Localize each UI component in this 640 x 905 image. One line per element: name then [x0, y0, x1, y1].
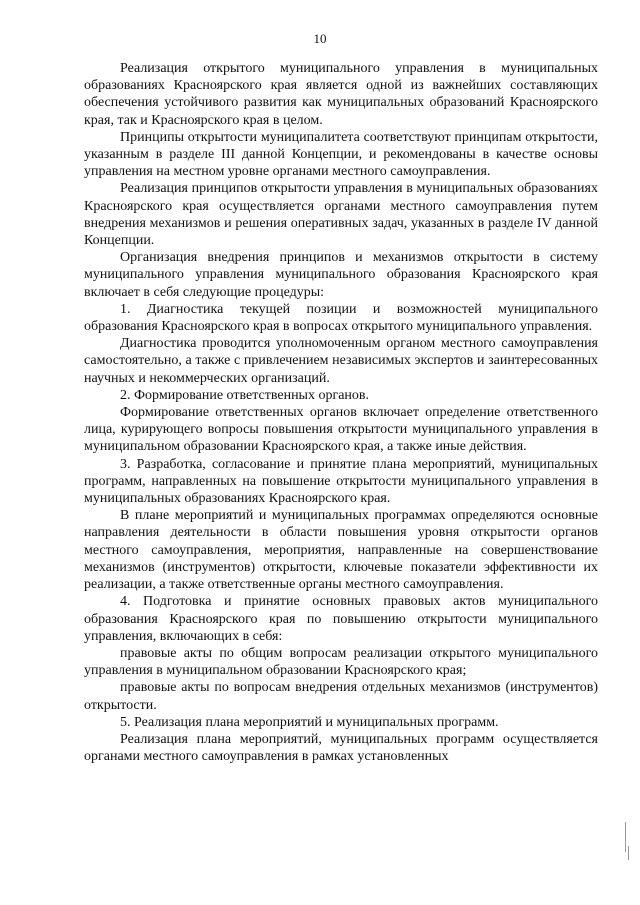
paragraph: правовые акты по общим вопросам реализации открытого муниципального управления в муниципальном образовании Красноярского края;: [84, 645, 598, 679]
list-item-legal-acts: 4. Подготовка и принятие основных правовых актов муниципального образования Красноярского края по повышению открытости муниципального управления, включающих в себя:: [84, 594, 598, 644]
scan-edge-mark: [625, 822, 626, 852]
paragraph: Реализация плана мероприятий, муниципальных программ осуществляется органами местного самоуправления в рамках установленных: [84, 731, 598, 765]
list-item-action-plan: 3. Разработка, согласование и принятие плана мероприятий, муниципальных программ, направленных на повышение открытости муниципального управления в муниципальных образованиях Красноярского края.: [84, 456, 598, 507]
page-number: 10: [313, 31, 327, 46]
paragraph: Реализация открытого муниципального управления в муниципальных образованиях Красноярского края является одной из важнейших составляющих обеспечения устойчивого развития как муниципальных образований Красноярского края, так и Красноярского края в целом.: [84, 61, 598, 128]
list-item-implementation: 5. Реализация плана мероприятий и муниципальных программ.: [120, 714, 499, 730]
paragraph: В плане мероприятий и муниципальных программах определяются основные направления деятельности в области повышения уровня открытости органов местного самоуправления, мероприятия, направленные на совершенствование механизмов (инструментов) открытости, ключевые показатели эффективности их реализации, а также ответственные органы местного самоуправления.: [84, 508, 598, 593]
list-item-diagnostics: 1. Диагностика текущей позиции и возможностей муниципального образования Красноярского края в вопросах открытого муниципального управления.: [84, 301, 598, 335]
paragraph: правовые акты по вопросам внедрения отдельных механизмов (инструментов) открытости.: [84, 680, 598, 713]
paragraph: Формирование ответственных органов включает определение ответственного лица, курирующего вопросы повышения открытости муниципального управления в муниципальном образовании Красноярского края, а также иные действия.: [84, 405, 598, 455]
document-body: [84, 60, 598, 765]
paragraph: Принципы открытости муниципалитета соответствуют принципам открытости, указанным в разделе III данной Концепции, и рекомендованы в качестве основы управления на местном уровне органами местного самоуправления.: [84, 129, 598, 180]
paragraph: Диагностика проводится уполномоченным органом местного самоуправления самостоятельно, а также с привлечением независимых экспертов и заинтересованных научных и некоммерческих организаций.: [84, 336, 598, 386]
list-item-responsible-bodies: 2. Формирование ответственных органов.: [120, 387, 370, 403]
paragraph: Реализация принципов открытости управления в муниципальных образованиях Красноярского края осуществляется органами местного самоуправления путем внедрения механизмов и решения оперативных задач, указанных в разделе IV данной Концепции.: [84, 181, 598, 249]
scan-edge-mark: [628, 846, 629, 860]
paragraph: Организация внедрения принципов и механизмов открытости в систему муниципального управления муниципального образования Красноярского края включает в себя следующие процедуры:: [84, 250, 598, 300]
